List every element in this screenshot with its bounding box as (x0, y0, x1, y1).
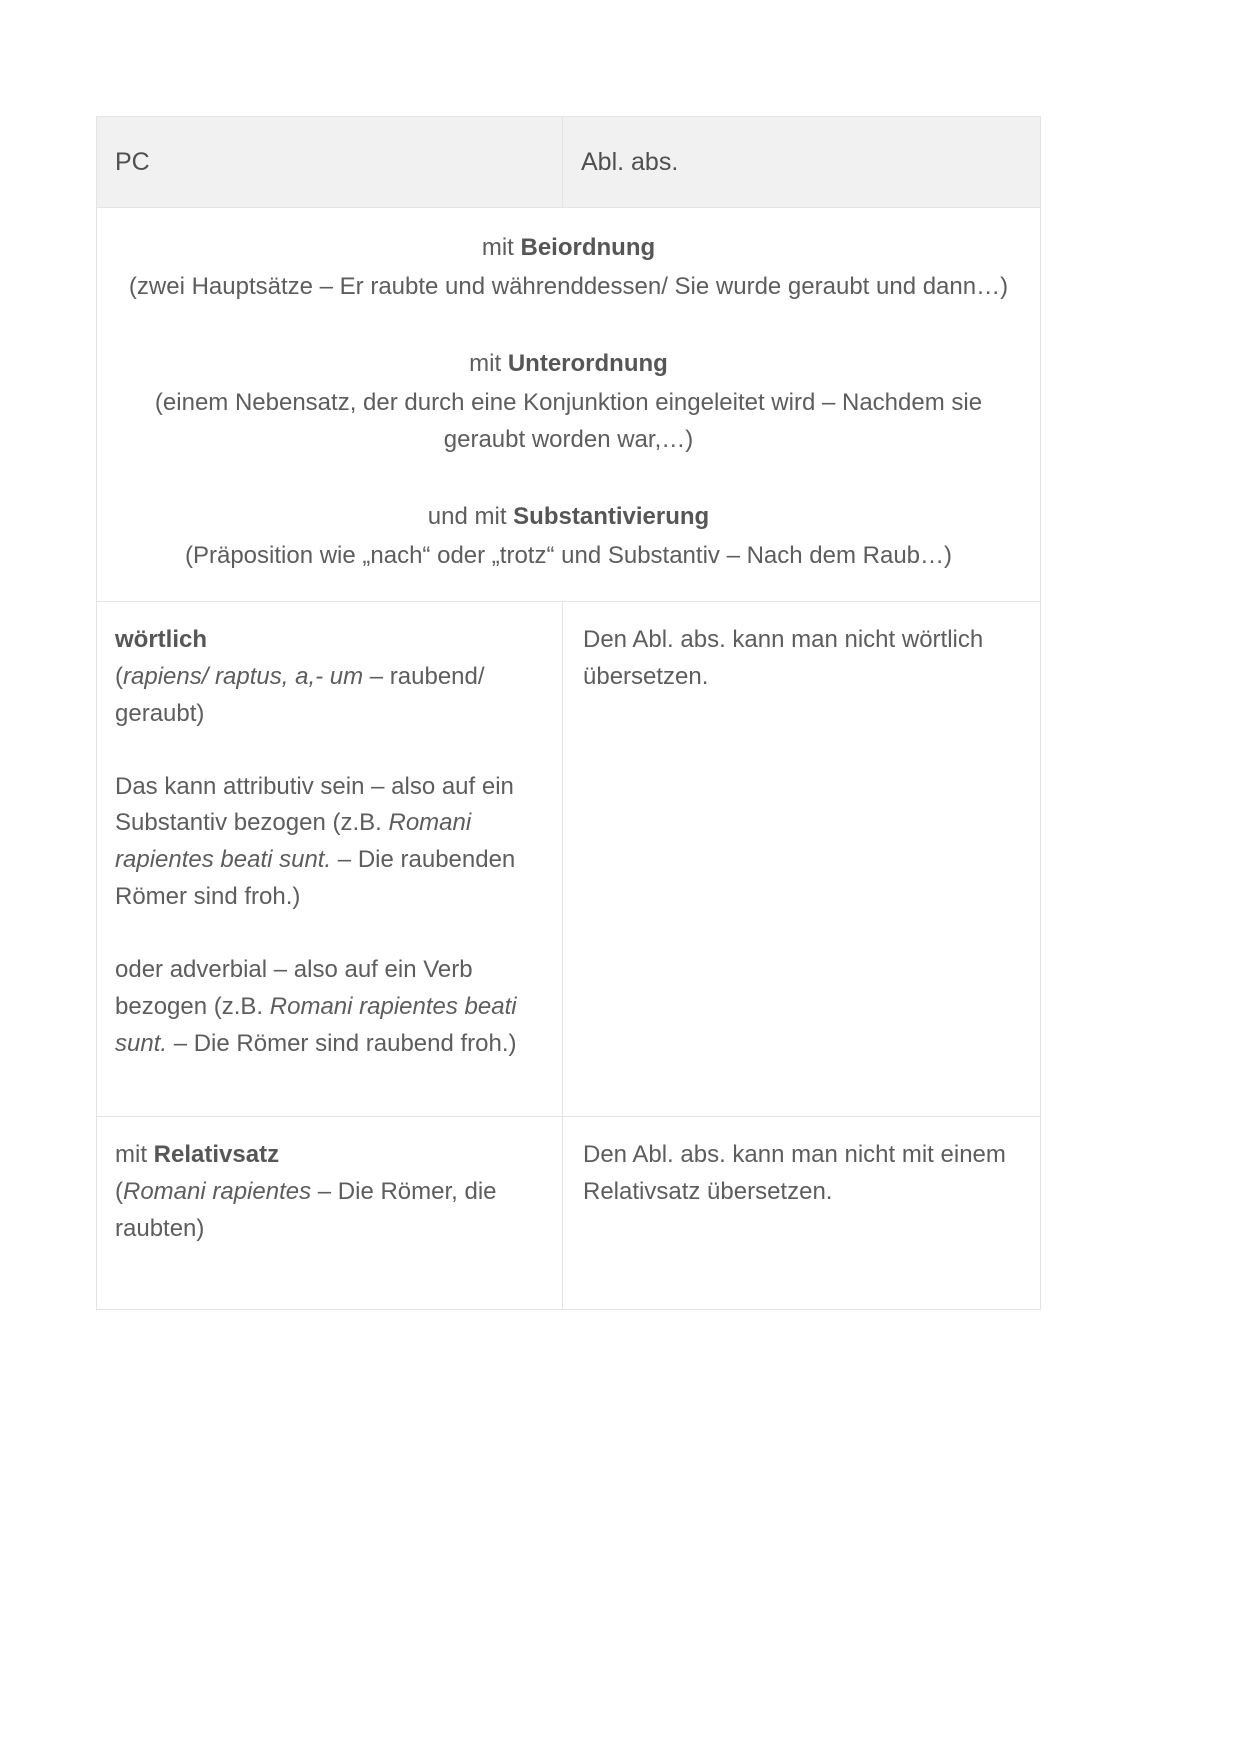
woertlich-pc-cell (97, 601, 563, 1116)
column-header-pc: PC (97, 117, 563, 208)
woertlich-abl-cell (563, 601, 1041, 1116)
method-substantivierung-lead-bold: Substantivierung (513, 502, 710, 530)
translation-methods-cell (97, 208, 1041, 602)
relativsatz-gloss-rest: – Die Römer, die raubten) (115, 1177, 497, 1242)
method-beiordnung-lead (119, 230, 1018, 267)
relativsatz-heading (115, 1137, 544, 1174)
relativsatz-heading-plain: mit (115, 1140, 154, 1168)
method-beiordnung-lead-plain: mit (481, 234, 521, 261)
translation-methods-row (97, 208, 1041, 602)
woertlich-gloss-latin: rapiens/ raptus, a,- um (123, 662, 364, 690)
woertlich-heading-text: wörtlich (115, 625, 208, 653)
attributiv-example-latin: Romani rapientes beati sunt. (115, 809, 472, 874)
method-beiordnung-lead-bold: Beiordnung (520, 234, 656, 261)
relativsatz-abl-text: Den Abl. abs. kann man nicht mit einem Relativsatz übersetzen. (583, 1140, 1006, 1205)
adverbial-example-latin: Romani rapientes beati sunt. (115, 993, 517, 1058)
table-row-relativsatz (97, 1116, 1041, 1309)
woertlich-gloss-rest: – raubend/ geraubt) (115, 662, 485, 727)
woertlich-attributiv-paragraph (115, 769, 544, 917)
method-substantivierung-detail: (Präposition wie „nach“ oder „trotz“ und Substantiv – Nach dem Raub…) (184, 541, 952, 569)
adverbial-text-pre: oder adverbial – also auf ein Verb bezogen (z.B. (115, 956, 473, 1021)
relativsatz-pc-cell (97, 1116, 563, 1309)
method-beiordnung (119, 230, 1018, 306)
method-unterordnung-lead (119, 346, 1018, 383)
method-substantivierung-lead-plain: und mit (427, 502, 514, 530)
grammar-comparison-table (96, 116, 1041, 1310)
table-row-woertlich (97, 601, 1041, 1116)
relativsatz-gloss-open: ( (115, 1177, 123, 1205)
woertlich-gloss (115, 663, 485, 727)
adverbial-text-post: – Die Römer sind raubend froh.) (167, 1030, 517, 1058)
method-unterordnung (119, 346, 1018, 459)
woertlich-abl-text: Den Abl. abs. kann man nicht wörtlich übersetzen. (583, 625, 984, 690)
column-header-abl-abs: Abl. abs. (563, 117, 1041, 208)
woertlich-adverbial-paragraph (115, 952, 544, 1063)
method-unterordnung-lead-bold: Unterordnung (507, 349, 668, 377)
relativsatz-gloss (115, 1178, 497, 1242)
table-header-row (97, 117, 1041, 208)
method-unterordnung-detail: (einem Nebensatz, der durch eine Konjunktion eingeleitet wird – Nachdem sie geraubt worden war,…) (154, 388, 983, 453)
method-substantivierung (119, 499, 1018, 575)
method-beiordnung-detail: (zwei Hauptsätze – Er raubte und währenddessen/ Sie wurde geraubt und dann…) (128, 272, 1009, 300)
attributiv-text-pre: Das kann attributiv sein – also auf ein Substantiv bezogen (z.B. (115, 772, 514, 837)
woertlich-heading (115, 622, 544, 659)
method-substantivierung-lead (119, 499, 1018, 536)
relativsatz-heading-bold: Relativsatz (153, 1140, 280, 1168)
method-unterordnung-lead-plain: mit (469, 349, 508, 377)
woertlich-gloss-open: ( (115, 662, 123, 690)
attributiv-text-post: – Die raubenden Römer sind froh.) (115, 846, 516, 911)
relativsatz-abl-cell (563, 1116, 1041, 1309)
relativsatz-gloss-latin: Romani rapientes (123, 1177, 312, 1205)
relativsatz-heading-block (115, 1137, 544, 1248)
woertlich-heading-block (115, 622, 544, 733)
